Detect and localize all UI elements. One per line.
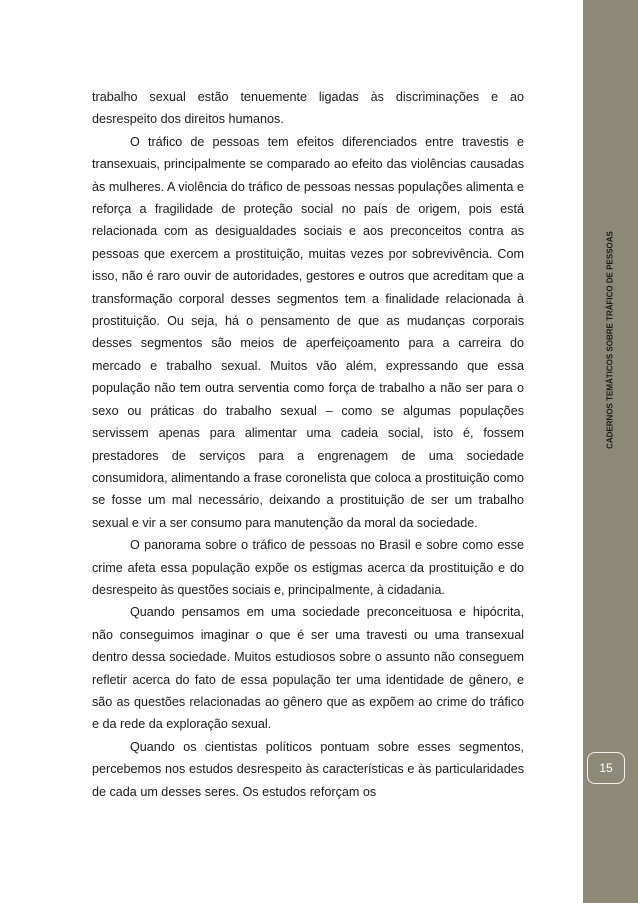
page-number: 15 (599, 761, 613, 775)
page-number-box (587, 752, 625, 784)
sidebar-series-title: CADERNOS TEMÁTICOS SOBRE TRÁFICO DE PESSOAS (605, 231, 615, 449)
paragraph-1: trabalho sexual estão tenuemente ligadas às discriminações e ao desrespeito dos direitos humanos. (92, 90, 524, 127)
paragraph-2: O tráfico de pessoas tem efeitos diferenciados entre travestis e transexuais, principalmente se comparado ao efeito das violências causadas às mulheres. A violência do tráfico de pessoas nessas populações alimenta e reforça a fragilidade de proteção social no país de origem, pois está relacionada com as desigualdades sociais e aos preconceitos contra as pessoas que exercem a prostituição, muitas vezes por sobrevivência. Com isso, não é raro ouvir de autoridades, gestores e outros que acreditam que a transformação corporal desses segmentos tem a finalidade relacionada à prostituição. Ou seja, há o pensamento de que as mudanças corporais desses segmentos são meios de aperfeiçoamento para a carreira do mercado e trabalho sexual. Muitos vão além, expressando que essa população não tem outra serventia como força de trabalho a não ser para o sexo ou práticas do trabalho sexual – como se algumas populações servissem apenas para alimentar uma cadeia social, isto é, fossem prestadores de serviços para a engrenagem de uma sociedade consumidora, alimentando a frase coronelista que coloca a prostituição como se fosse um mal necessário, deixando a prostituição de ser um trabalho sexual e vir a ser consumo para manutenção da moral da sociedade. (92, 134, 524, 530)
paragraph-4: Quando pensamos em uma sociedade preconceituosa e hipócrita, não conseguimos imaginar o que é ser uma travesti ou uma transexual dentro dessa sociedade. Muitos estudiosos sobre o assunto não conseguem refletir acerca do fato de essa população ter uma identidade de gênero, e são as questões relacionadas ao gênero que as expõem ao crime do tráfico e da rede da exploração sexual. (92, 605, 524, 732)
paragraph-3: O panorama sobre o tráfico de pessoas no Brasil e sobre como esse crime afeta essa população expõe os estigmas acerca da prostituição e do desrespeito às questões sociais e, principalmente, à cidadania. (92, 538, 524, 597)
body-text (92, 86, 524, 803)
paragraph-5: Quando os cientistas políticos pontuam sobre esses segmentos, percebemos nos estudos desrespeito às características e às particularidades de cada um desses seres. Os estudos reforçam os (92, 739, 524, 799)
